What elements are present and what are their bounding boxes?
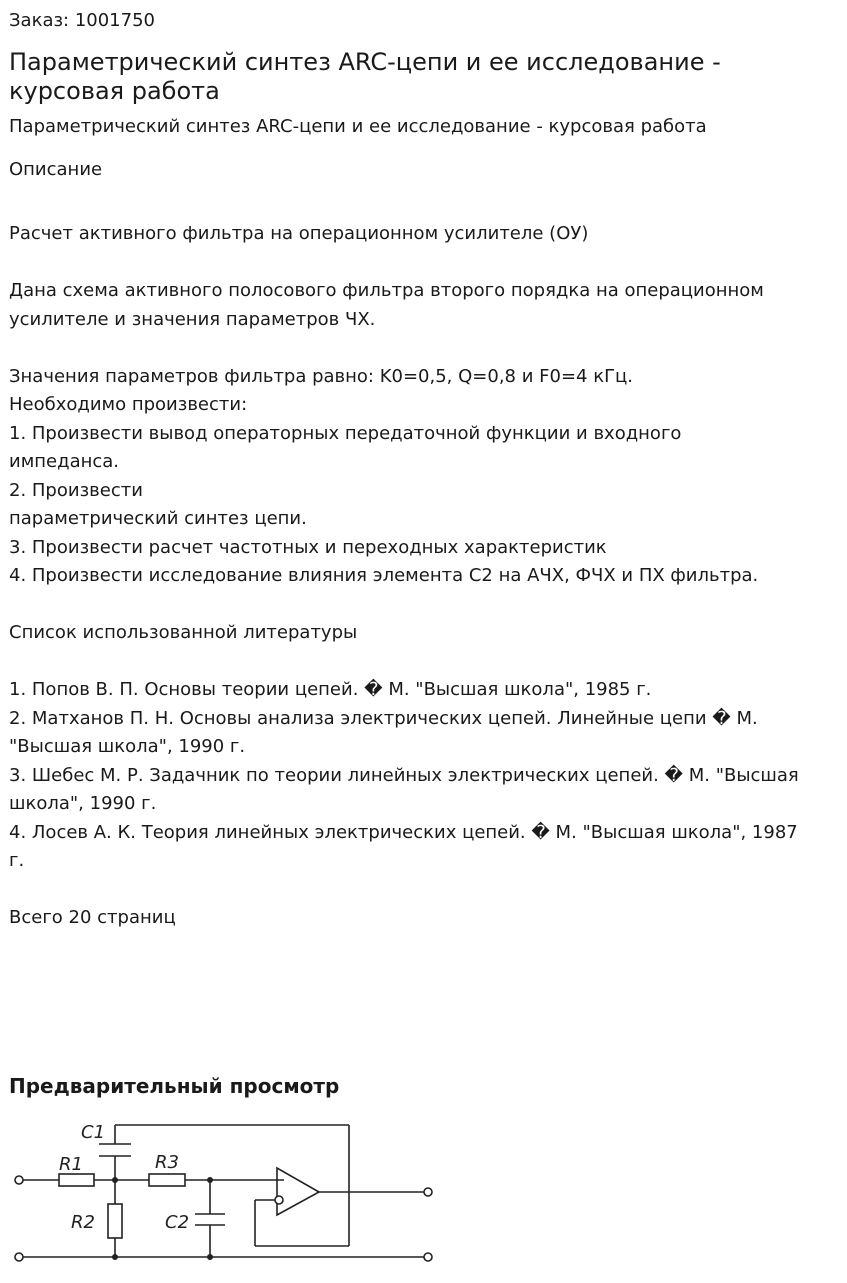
reference-3b: школа", 1990 г. bbox=[9, 793, 157, 814]
page-title: Параметрический синтез ARC-цепи и ее исследование - курсовая работа bbox=[9, 48, 721, 105]
task-1a: 1. Произвести вывод операторных передаточной функции и входного bbox=[9, 422, 682, 444]
label-c1: C1 bbox=[81, 1122, 106, 1143]
page-subtitle: Параметрический синтез ARC-цепи и ее исследование - курсовая работа bbox=[9, 116, 707, 137]
task-2a: 2. Произвести bbox=[9, 479, 143, 501]
task-2b: параметрический синтез цепи. bbox=[9, 508, 307, 529]
label-r1: R1 bbox=[59, 1154, 83, 1175]
reference-2a: 2. Матханов П. Н. Основы анализа электрических цепей. Линейные цепи � М. bbox=[9, 707, 758, 729]
label-r2: R2 bbox=[71, 1212, 95, 1233]
order-number: Заказ: 1001750 bbox=[9, 10, 155, 31]
description-body bbox=[9, 220, 841, 933]
task-3: 3. Произвести расчет частотных и переходных характеристик bbox=[9, 536, 607, 558]
intro-line: Расчет активного фильтра на операционном усилителе (ОУ) bbox=[9, 223, 589, 244]
circuit-schematic bbox=[9, 1112, 449, 1283]
label-c2: C2 bbox=[165, 1212, 190, 1233]
reference-1: 1. Попов В. П. Основы теории цепей. � М. "Высшая школа", 1985 г. bbox=[9, 679, 652, 700]
circuit-preview-image bbox=[9, 1112, 449, 1283]
literature-heading: Список использованной литературы bbox=[9, 622, 358, 643]
reference-4b: г. bbox=[9, 850, 25, 871]
label-r3: R3 bbox=[155, 1152, 179, 1173]
reference-2b: "Высшая школа", 1990 г. bbox=[9, 736, 246, 757]
page-count: Всего 20 страниц bbox=[9, 907, 176, 928]
reference-4a: 4. Лосев А. К. Теория линейных электрических цепей. � М. "Высшая школа", 1987 bbox=[9, 821, 798, 843]
preview-heading: Предварительный просмотр bbox=[9, 1074, 340, 1098]
given-line-1: Дана схема активного полосового фильтра второго порядка на операционном bbox=[9, 280, 764, 301]
params-line: Значения параметров фильтра равно: K0=0,5, Q=0,8 и F0=4 кГц. bbox=[9, 365, 634, 387]
reference-3a: 3. Шебес М. Р. Задачник по теории линейных электрических цепей. � М. "Высшая bbox=[9, 764, 799, 786]
task-1b: импеданса. bbox=[9, 451, 120, 472]
given-line-2: усилителе и значения параметров ЧХ. bbox=[9, 308, 376, 330]
description-heading: Описание bbox=[9, 159, 103, 180]
task-4: 4. Произвести исследование влияния элемента С2 на АЧХ, ФЧХ и ПХ фильтра. bbox=[9, 565, 759, 586]
need-line: Необходимо произвести: bbox=[9, 394, 248, 415]
